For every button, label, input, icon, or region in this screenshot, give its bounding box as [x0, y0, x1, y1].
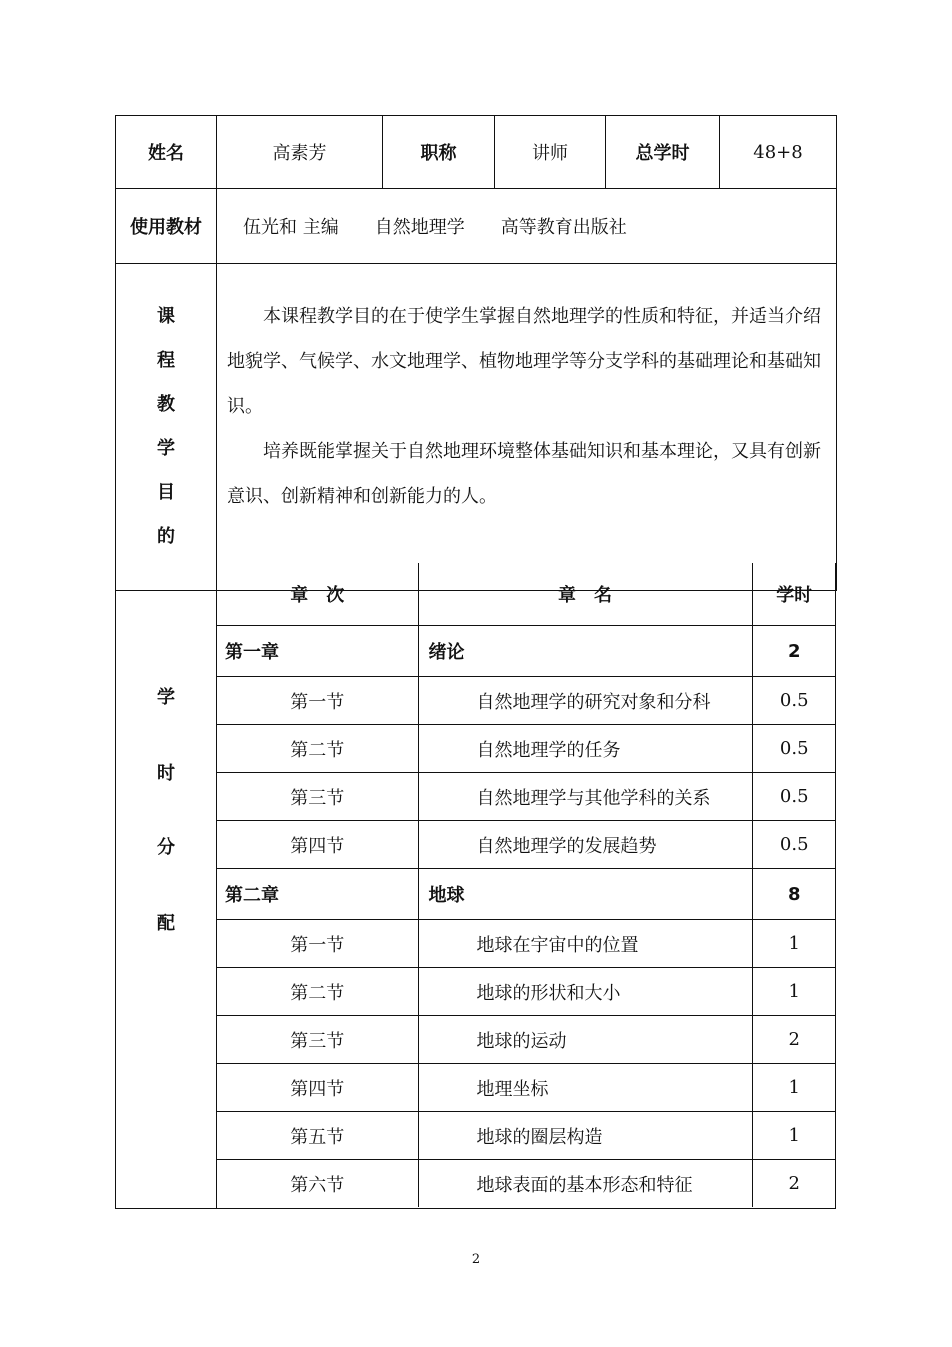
purpose-row — [116, 264, 837, 591]
section-row — [217, 920, 836, 968]
chapter-row — [217, 869, 836, 920]
chapter-row — [217, 626, 836, 677]
row-hours: 2 — [752, 1016, 836, 1064]
row-title: 地球在宇宙中的位置 — [418, 920, 752, 968]
allocation-label-char: 时 — [157, 763, 175, 784]
row-number: 第四节 — [217, 1064, 418, 1112]
page-number: 2 — [471, 1252, 481, 1267]
row-title: 绪论 — [418, 626, 752, 677]
hours-allocation-section — [115, 563, 836, 1209]
section-row — [217, 677, 836, 725]
row-number: 第六节 — [217, 1160, 418, 1208]
header-row — [116, 116, 837, 189]
section-row — [217, 821, 836, 869]
row-hours: 1 — [752, 920, 836, 968]
row-title: 自然地理学的研究对象和分科 — [418, 677, 752, 725]
row-number: 第一节 — [217, 920, 418, 968]
allocation-label — [116, 563, 217, 1208]
purpose-label-char: 学 — [157, 438, 175, 459]
textbook-info — [217, 189, 837, 264]
chapter-no-header: 章 次 — [217, 563, 418, 626]
row-hours: 0.5 — [752, 725, 836, 773]
course-info-table — [115, 115, 837, 591]
name-label: 姓名 — [116, 116, 217, 189]
allocation-label-char: 分 — [157, 837, 175, 858]
textbook-editor: 伍光和 主编 — [243, 217, 339, 238]
row-number: 第三节 — [217, 1016, 418, 1064]
row-hours: 2 — [752, 626, 836, 677]
row-number: 第二节 — [217, 968, 418, 1016]
textbook-label: 使用教材 — [116, 189, 217, 264]
purpose-paragraph-2: 培养既能掌握关于自然地理环境整体基础知识和基本理论，又具有创新意识、创新精神和创新能力的人。 — [227, 441, 821, 507]
allocation-label-char: 配 — [157, 913, 175, 934]
title-label: 职称 — [383, 116, 495, 189]
hours-header: 学时 — [752, 563, 836, 626]
row-number: 第二章 — [217, 869, 418, 920]
row-title: 地球的形状和大小 — [418, 968, 752, 1016]
row-hours: 2 — [788, 1173, 800, 1194]
row-hours: 1 — [752, 1112, 836, 1160]
section-row — [217, 1016, 836, 1064]
purpose-label-char: 程 — [157, 350, 175, 371]
purpose-label-char: 目 — [157, 482, 175, 503]
purpose-label-char: 教 — [157, 394, 175, 415]
row-hours: 0.5 — [752, 821, 836, 869]
section-row — [217, 1112, 836, 1160]
row-number: 第二节 — [217, 725, 418, 773]
purpose-label-char: 课 — [157, 306, 175, 327]
row-title: 地球 — [418, 869, 752, 920]
row-number: 第一章 — [217, 626, 418, 677]
allocation-label-char: 学 — [157, 687, 175, 708]
row-title: 自然地理学的发展趋势 — [418, 821, 752, 869]
row-number: 第三节 — [217, 773, 418, 821]
row-hours: 8 — [752, 869, 836, 920]
row-title: 自然地理学的任务 — [418, 725, 752, 773]
row-hours: 1 — [752, 1064, 836, 1112]
row-title: 地理坐标 — [418, 1064, 752, 1112]
hours-allocation-table — [217, 563, 836, 1207]
row-hours: 0.5 — [752, 773, 836, 821]
total-hours-label: 总学时 — [606, 116, 720, 189]
purpose-label-char: 的 — [157, 526, 175, 547]
title-value: 讲师 — [495, 116, 606, 189]
section-row — [217, 773, 836, 821]
section-row — [217, 1160, 836, 1208]
row-title: 地球的运动 — [418, 1016, 752, 1064]
total-hours-value: 48+8 — [720, 116, 837, 189]
row-hours: 0.5 — [752, 677, 836, 725]
column-header-row — [217, 563, 836, 626]
purpose-paragraph-1: 本课程教学目的在于使学生掌握自然地理学的性质和特征，并适当介绍地貌学、气候学、水文地理学、植物地理学等分支学科的基础理论和基础知识。 — [227, 306, 821, 417]
chapter-name-header: 章 名 — [418, 563, 752, 626]
row-number: 第五节 — [217, 1112, 418, 1160]
row-title: 地球表面的基本形态和特征 — [418, 1160, 752, 1208]
textbook-title: 自然地理学 — [374, 217, 465, 238]
section-row — [217, 968, 836, 1016]
row-number: 第一节 — [217, 677, 418, 725]
textbook-publisher: 高等教育出版社 — [500, 217, 627, 238]
purpose-label-chars — [116, 305, 216, 549]
textbook-row — [116, 189, 837, 264]
name-value: 高素芳 — [217, 116, 383, 189]
section-row — [217, 725, 836, 773]
section-row — [217, 1064, 836, 1112]
purpose-text — [217, 264, 837, 591]
row-title: 地球的圈层构造 — [418, 1112, 752, 1160]
row-title: 自然地理学与其他学科的关系 — [418, 773, 752, 821]
purpose-label — [116, 264, 217, 591]
row-number: 第四节 — [217, 821, 418, 869]
row-hours: 1 — [752, 968, 836, 1016]
